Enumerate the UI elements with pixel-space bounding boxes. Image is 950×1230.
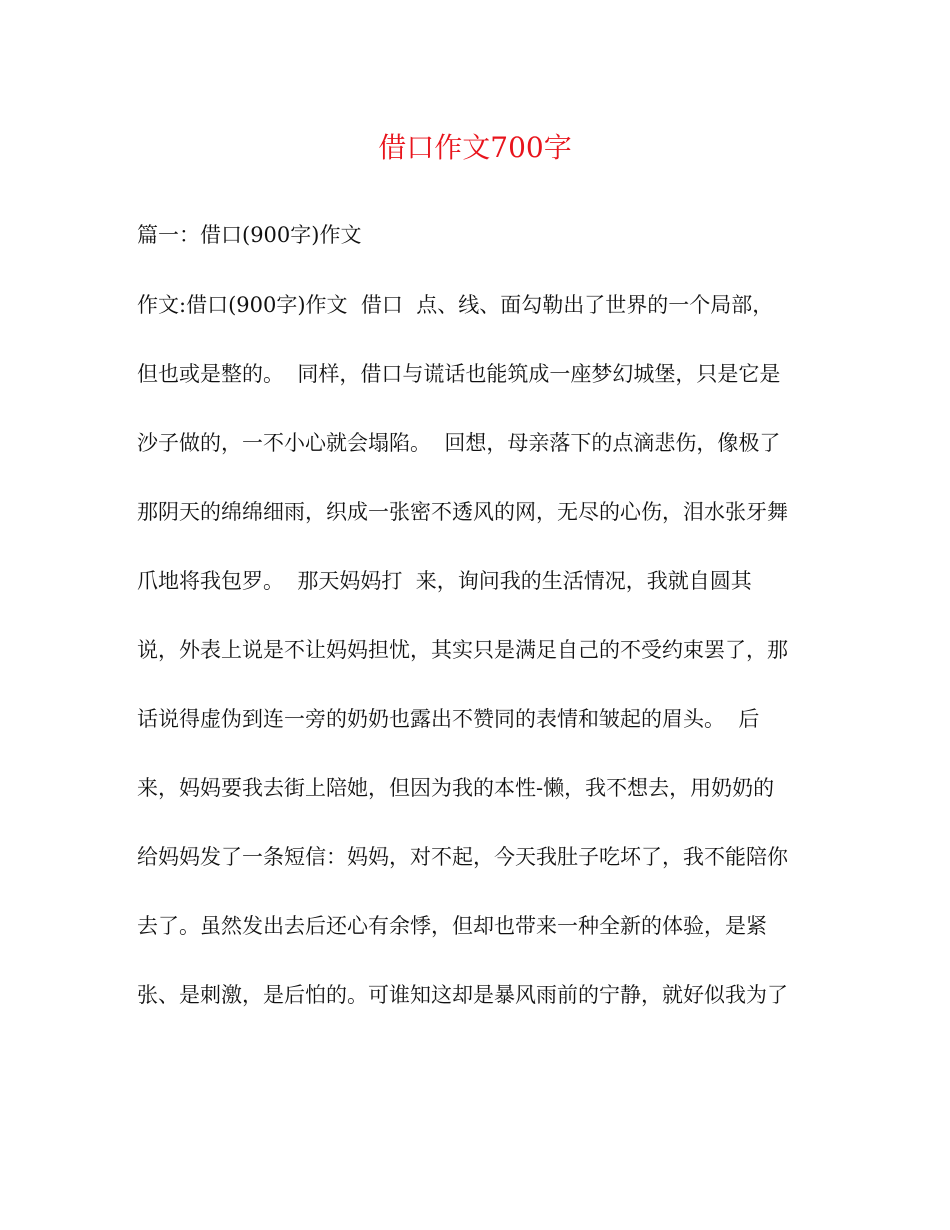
text-line: 爪地将我包罗。 那天妈妈打 来，询问我的生活情况，我就自圆其 bbox=[137, 569, 752, 593]
document-title: 借口作文700字 bbox=[378, 131, 572, 164]
text-line: 话说得虚伪到连一旁的奶奶也露出不赞同的表情和皱起的眉头。 后 bbox=[137, 707, 760, 731]
text-line: 沙子做的，一不小心就会塌陷。 回想，母亲落下的点滴悲伤，像极了 bbox=[137, 431, 781, 455]
body-text bbox=[137, 290, 837, 1049]
text-line: 说，外表上说是不让妈妈担忧，其实只是满足自己的不受约束罢了，那 bbox=[137, 638, 788, 662]
text-line: 但也或是整的。 同样，借口与谎话也能筑成一座梦幻城堡，只是它是 bbox=[137, 362, 781, 386]
text-line: 张、是刺激，是后怕的。可谁知这却是暴风雨前的宁静，就好似我为了 bbox=[137, 983, 788, 1007]
text-line: 给妈妈发了一条短信：妈妈，对不起，今天我肚子吃坏了，我不能陪你 bbox=[137, 845, 788, 869]
text-line: 来，妈妈要我去街上陪她，但因为我的本性-懒，我不想去，用奶奶的 bbox=[137, 776, 775, 800]
text-line: 去了。虽然发出去后还心有余悸，但却也带来一种全新的体验，是紧 bbox=[137, 914, 767, 938]
text-line: 那阴天的绵绵细雨，织成一张密不透风的网，无尽的心伤，泪水张牙舞 bbox=[137, 500, 788, 524]
section-heading: 篇一：借口(900字)作文 bbox=[137, 223, 362, 247]
text-line: 作文:借口(900字)作文 借口 点、线、面勾勒出了世界的一个局部， bbox=[137, 293, 774, 317]
